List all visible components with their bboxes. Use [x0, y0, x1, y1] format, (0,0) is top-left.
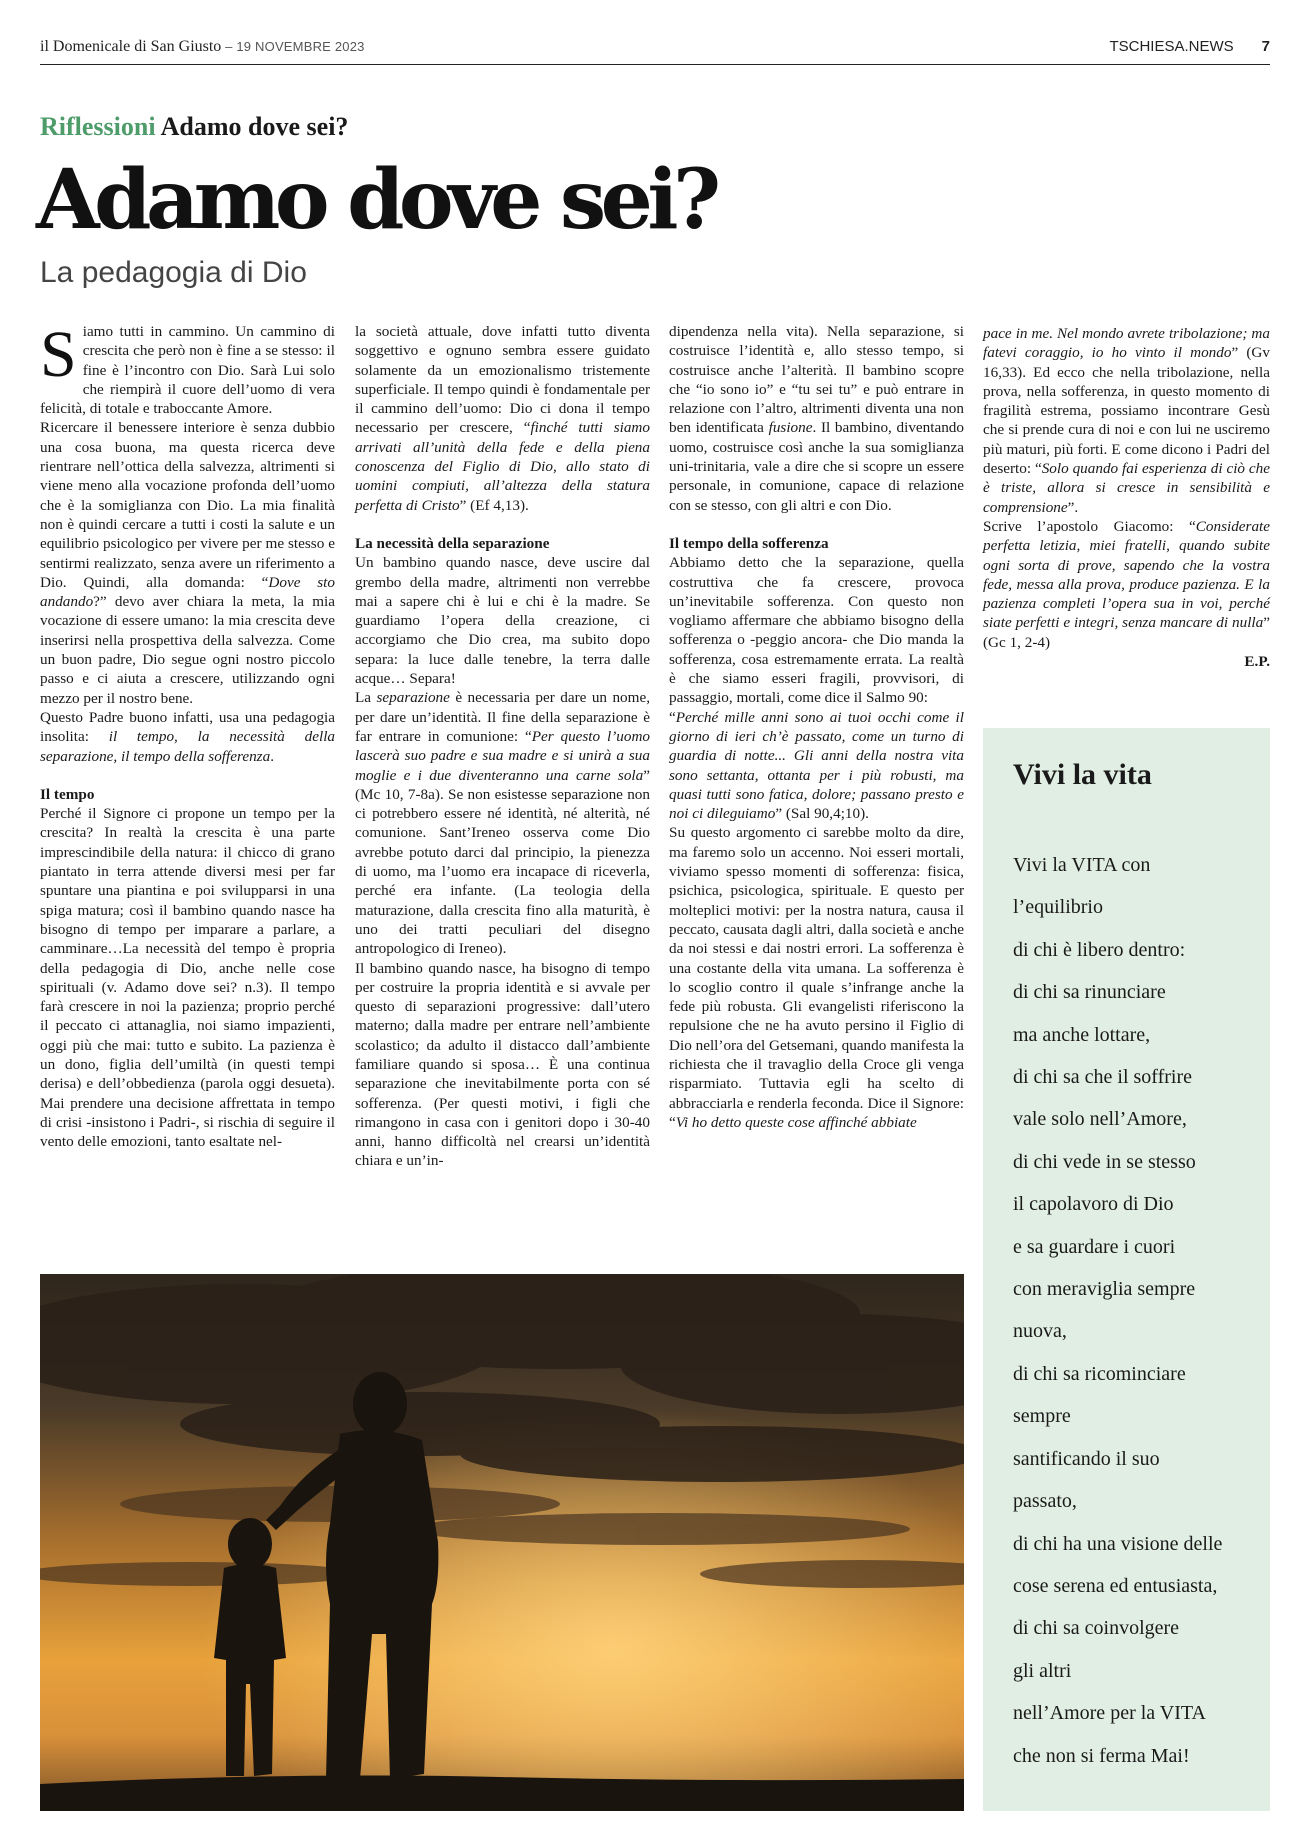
masthead-publication — [40, 38, 365, 56]
poem-line: di chi vede in se stesso — [1013, 1150, 1196, 1173]
italic-quote: il tempo, la necessità della separazione, il tempo della sofferenza — [40, 728, 336, 765]
article-column-2 — [355, 322, 650, 1171]
paragraph-text: Su questo argomento ci sarebbe molto da dire, ma faremo solo un accenno. Noi esseri mortali, viviamo spesso momenti di sofferenza: fisica, psichica, psicologica, spirituale. E questo per molteplici motivi: per la nostra natura, causa il peccato, causata dagli altri, dalla società e anche da noi stessi e dai nostri errori. La sofferenza è una costante della vita umana. La sofferenza è lo scoglio contro il quale s’infrange anche la fede più robusta. Gli evangelisti riferiscono la repulsione che ne ha avuto persino il Figlio di Dio nell’ora del Getsemani, quando manifesta la richiesta che il travaglio della Croce gli venga risparmiato. Tuttavia egli ha scelto di abbracciarla e renderla feconda. Dice il Signore: “ — [669, 824, 964, 1131]
paragraph — [40, 418, 335, 707]
article-column-1 — [40, 318, 336, 1151]
paragraph — [669, 708, 964, 824]
paragraph — [355, 688, 650, 958]
paragraph — [669, 823, 964, 1132]
poem-line: di chi ha una visione delle — [1013, 1532, 1223, 1555]
poem-line: di chi è libero dentro: — [1013, 938, 1186, 961]
paragraph-text: ” (Ef 4,13). — [459, 496, 529, 514]
ground-horizon — [40, 1776, 964, 1811]
poem-line: cose serena ed entusiasta, — [1013, 1574, 1218, 1597]
italic-quote: finché tutti siamo arrivati all’unità della fede e della piena conoscenza del Figlio di Dio, allo stato di uomini compiuti, all’altezza della statura perfetta di Cristo — [355, 419, 650, 514]
italic-quote: Solo quando fai esperienza di ciò che è triste, allora si cresce in sensibilità e comprensione — [983, 460, 1270, 516]
paragraph: Il bambino quando nasce, ha bisogno di tempo per costruire la propria identità e si avvale per questo di separazioni progressive: dall’utero materno; dalla madre per entrare nell’ambiente scolastico; da adulto il distacco dall’ambiente familiare quando si sposa… È una continua separazione che inevitabilmente porta con sé sofferenza. (Per questi motivi, i figli che rimangono in casa con i genitori dopo i 30-40 anni, hanno difficoltà nel crearsi un’identità chiara e un’in- — [355, 959, 650, 1170]
poem-line: nell’Amore per la VITA — [1013, 1702, 1206, 1725]
kicker-topic: Adamo dove sei? — [155, 112, 349, 141]
paragraph — [355, 322, 650, 515]
poem-line: il capolavoro di Dio — [1013, 1193, 1174, 1216]
paragraph-text: dipendenza nella vita). Nella separazione, si costruisce l’identità e, allo stesso tempo, si costruisce anche l’alterità. Il bambino scopre che “io sono io” e “tu sei tu” e può entrare in relazione con l’altro, altrimenti diventa una non ben identificata — [669, 323, 964, 437]
article-column-4 — [983, 324, 1270, 671]
poem-line: gli altri — [1013, 1659, 1072, 1682]
paragraph-text: ”. — [1067, 498, 1079, 516]
site-name: TSCHIESA.NEWS — [1109, 38, 1234, 55]
italic-term: separazione — [376, 689, 450, 707]
article-column-3 — [669, 322, 964, 1132]
poem-line: con meraviglia sempre — [1013, 1278, 1196, 1301]
paragraph-text: la società attuale, dove infatti tutto diventa soggettivo e ognuno sembra essere guidato solamente da un emozionalismo tristemente superficiale. Il tempo quindi è fondamentale per il cammino dell’uomo: Dio ci dona il tempo necessario per crescere, “ — [355, 323, 650, 437]
paragraph-text: Questo Padre buono infatti, usa una pedagogia insolita: — [40, 708, 335, 746]
paragraph-text: “ — [669, 708, 676, 726]
paragraph — [40, 708, 335, 766]
section-label: Riflessioni — [40, 112, 156, 141]
italic-quote: Vi ho detto queste cose affinché abbiate — [675, 1113, 917, 1131]
paragraph-text: La — [355, 689, 377, 707]
photo-illustration — [40, 1274, 964, 1811]
paragraph-text: Scrive l’apostolo Giacomo: “ — [983, 517, 1196, 535]
poem-lines — [1013, 844, 1222, 1777]
paragraph: Un bambino quando nasce, deve uscire dal grembo della madre, altrimenti non verrebbe mai a sapere chi è lui e chi è la madre. Se guardiamo l’opera della creazione, ci accorgiamo che Dio crea, ma subito dopo separa: la luce dalle tenebre, la terra dalle acque… Separa! — [355, 554, 650, 688]
paragraph — [669, 322, 964, 515]
poem-line: Vivi la VITA con — [1013, 854, 1151, 876]
paragraph-text: Ricercare il benessere interiore è senza dubbio una cosa buona, ma questa ricerca deve rientrare nell’ottica della salvezza, altrimenti si viene meno alla vocazione profonda dell’uomo che è la somiglianza con Dio. La mia finalità non è quindi cercare a tutti i costi la salute e un equilibrio psicologico per vivere per me stesso e sentirmi realizzato, senza avere un riferimento a Dio. Quindi, alla domanda: “ — [40, 419, 335, 591]
paragraph-text: è necessaria per dare un nome, per dare un’identità. Il fine della separazione è far entrare in comunione: “ — [355, 689, 650, 745]
subheading-separazione: La necessità della separazione — [355, 534, 550, 552]
italic-term: fusione — [768, 419, 813, 437]
masthead-divider — [40, 64, 1270, 65]
poem-line: ma anche lottare, — [1013, 1023, 1151, 1046]
paragraph-text: ?” devo aver chiara la meta, la mia vocazione di essere umano: la mia crescita deve inserirsi nella prospettiva della salvezza. Come un buon padre, Dio segue ogni nostro piccolo passo e ci aiuta a crescere, utilizzando ogni mezzo per il nostro bene. — [40, 593, 335, 707]
issue-date: – 19 NOVEMBRE 2023 — [221, 39, 365, 54]
italic-quote: Considerate perfetta letizia, miei fratelli, quando subite ogni sorta di prove, sapendo che la vostra fede, messa alla prova, produce pazienza. E la pazienza completi l’opera sua in voi, perché siate perfetti e integri, senza mancare di nulla — [983, 517, 1270, 632]
poem-line: di chi sa che il soffrire — [1013, 1066, 1193, 1089]
paragraph-text: ” (Gc 1, 2-4) — [983, 614, 1270, 651]
poem-line: vale solo nell’Amore, — [1013, 1108, 1187, 1131]
paragraph: Abbiamo detto che la separazione, quella costruttiva che fa crescere, provoca un’inevitabile sofferenza. Con questo non vogliamo affermare che abbiamo bisogno della sofferenza o -peggio ancora- che Dio manda la sofferenza, cosa estremamente errata. La realtà è che siamo esseri fragili, provvisori, di passaggio, mortali, come dice il Salmo 90: — [669, 554, 964, 707]
paragraph-text: ” (Mc 10, 7-8a). Se non esistesse separazione non ci potrebbero essere né identità, né alterità, né comunione. Sant’Ireneo osserva come Dio avrebbe potuto darci dal principio, la pienezza di uomo, ma l’uomo era incapace di riceverla, perché era infante. (La teologia della maturazione, dalla crescita fino alla maturità, è uno dei tratti peculiari del disegno antropologico di Ireneo). — [355, 766, 650, 958]
paragraph — [40, 318, 335, 418]
subheading-sofferenza: Il tempo della sofferenza — [669, 534, 829, 552]
poem-line: santificando il suo — [1013, 1447, 1160, 1470]
poem-line: che non si ferma Mai! — [1013, 1744, 1190, 1767]
publication-name: il Domenicale di San Giusto — [40, 38, 222, 55]
author-signature: E.P. — [1244, 653, 1270, 671]
article-kicker — [40, 112, 348, 142]
poem-line: l’equilibrio — [1013, 896, 1103, 919]
masthead-site — [1109, 38, 1270, 55]
poem-sidebar — [983, 728, 1270, 1811]
paragraph-text: ” (Gv 16,33). Ed ecco che nella tribolazione, nella prova, nella sofferenza, in questo momento di fragilità estrema, possiamo incontrare Gesù che si prende cura di noi e con lui ne usciremo più maturi, più forti. E come dicono i Padri del deserto: “ — [983, 344, 1270, 478]
poem-line: passato, — [1013, 1490, 1077, 1513]
paragraph-text: . Il bambino, diventando uomo, costruisce così anche la sua somiglianza uni-trinitaria, vale a dire che si scopre un essere personale, in comunione, capace di relazione con se stesso, con gli altri e con Dio. — [669, 419, 964, 514]
paragraph — [983, 517, 1270, 652]
subheading-tempo: Il tempo — [40, 785, 95, 803]
page-number: 7 — [1261, 38, 1270, 55]
article-subtitle: La pedagogia di Dio — [40, 256, 307, 289]
italic-quote: pace in me. Nel mondo avrete tribolazione; ma fatevi coraggio, io ho vinto il mondo — [983, 325, 1270, 362]
poem-line: sempre — [1013, 1405, 1071, 1428]
poem-line: di chi sa coinvolgere — [1013, 1617, 1180, 1640]
italic-quote: Dove sto andando — [40, 573, 335, 611]
poem-line: di chi sa rinunciare — [1013, 981, 1166, 1004]
sunset-silhouette-photo — [40, 1274, 964, 1811]
italic-quote: Perché mille anni sono ai tuoi occhi come il giorno di ieri ch’è passato, come un turno di guardia di notte... Gli anni della nostra vita sono settanta, ottanta per i più robusti, ma quasi tutti sono fatica, dolore; passano presto e noi ci dileguiamo — [669, 708, 964, 823]
drop-cap: S — [40, 318, 77, 391]
article-headline: Adamo dove sei? — [36, 152, 716, 248]
poem-line: nuova, — [1013, 1320, 1067, 1343]
poem-title: Vivi la vita — [1013, 758, 1152, 791]
italic-quote: Per questo l’uomo lascerà suo padre e sua madre e si unirà a sua moglie e i due diventeranno una carne sola — [355, 727, 651, 784]
paragraph: Perché il Signore ci propone un tempo per la crescita? In realtà la crescita è una parte imprescindibile della natura: il chicco di grano piantato in terra attende diversi mesi per far spuntare una piantina e poi svilupparsi in una spiga matura; così il bambino quando nasce ha bisogno di tempo per imparare a parlare, a camminare…La necessità del tempo è propria della pedagogia di Dio, anche nelle cose spirituali (v. Adamo dove sei? n.3). Il tempo farà crescere in noi la pazienza; proprio perché il peccato ci attanaglia, noi siamo impazienti, oggi più che mai: tutto e subito. La pazienza è un dono, figlia dell’umiltà (in questi tempi derisa) e dell’obbedienza (parola oggi desueta). Mai prendere una decisione affrettata in tempo di crisi -insistono i Padri-, si rischia di seguire il vento delle emozioni, tanto esaltate nel- — [40, 805, 335, 1151]
poem-line: di chi sa ricominciare — [1013, 1362, 1186, 1385]
paragraph-text: iamo tutti in cammino. Un cammino di crescita che però non è fine a se stesso: il fine è l’incontro con Dio. Sarà Lui solo che riempirà il cuore dell’uomo di vera felicità, di totale e traboccante Amore. — [40, 323, 335, 418]
paragraph-text: ” (Sal 90,4;10). — [775, 805, 869, 823]
paragraph-text: . — [270, 747, 274, 765]
poem-line: e sa guardare i cuori — [1013, 1235, 1176, 1258]
paragraph — [983, 324, 1270, 517]
